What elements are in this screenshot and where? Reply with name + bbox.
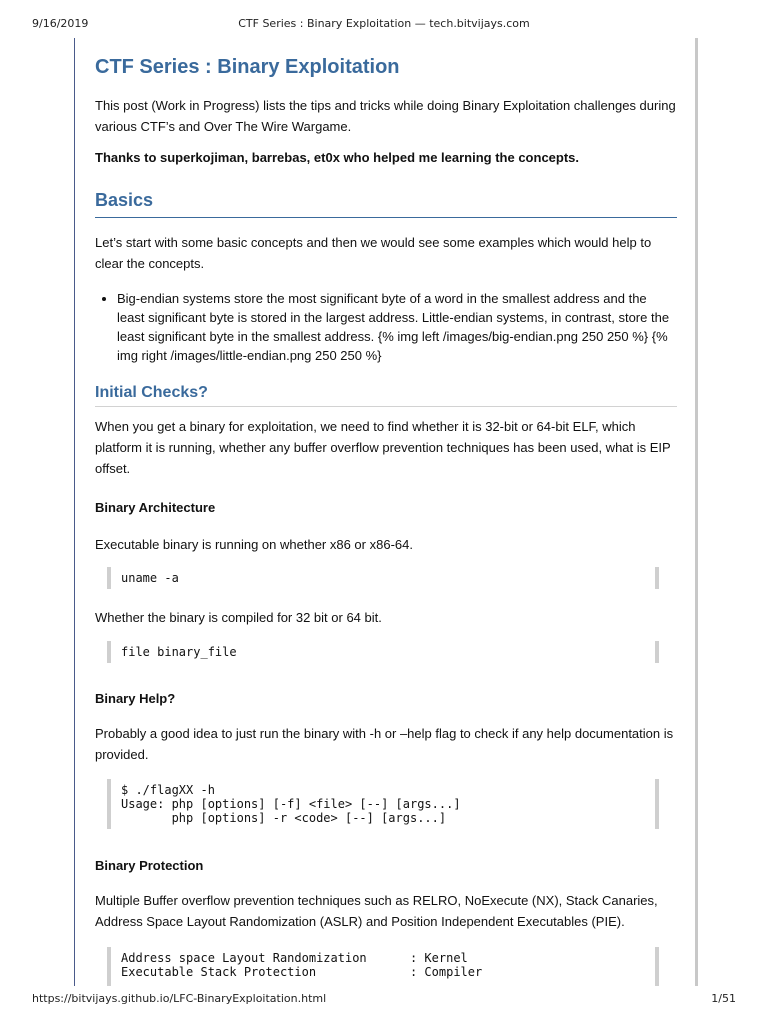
initial-checks-heading-block (95, 384, 677, 407)
help-paragraph: Probably a good idea to just run the binary with -h or –help flag to check if any help documentation is provided. (95, 726, 674, 762)
print-url: https://bitvijays.github.io/LFC-BinaryExploitation.html (32, 992, 327, 1005)
print-footer (32, 992, 736, 1006)
thanks-paragraph: Thanks to superkojiman, barrebas, et0x who helped me learning the concepts. (95, 150, 580, 165)
basics-heading: Basics (95, 190, 154, 210)
binary-architecture-heading: Binary Architecture (95, 500, 216, 515)
intro-paragraph: This post (Work in Progress) lists the tips and tricks while doing Binary Exploitation challenges during various CTF’s and Over The Wire Wargame. (95, 98, 676, 134)
architecture-paragraph: Executable binary is running on whether x86 or x86-64. (95, 537, 413, 552)
binary-help-heading: Binary Help? (95, 691, 176, 706)
page-sheet (74, 38, 698, 986)
code-block-protection: Address space Layout Randomization : Kernel Executable Stack Protection : Compiler (107, 947, 659, 986)
basics-list (95, 289, 677, 365)
code-block-help: $ ./flagXX -h Usage: php [options] [-f] <file> [--] [args...] php [options] -r <code> [--] [args...] (107, 779, 659, 829)
code-block-uname: uname -a (107, 567, 659, 589)
list-item: • Big-endian systems store the most significant byte of a word in the smallest address and the least significant byte is stored in the largest address. Little-endian systems, in contrast, store the least significant byte in the smallest address. {% img left /images/big-endian.png 250 250 %} {% img right /images/little-endian.png 250 250 %} (117, 289, 677, 365)
architecture-paragraph-2: Whether the binary is compiled for 32 bit or 64 bit. (95, 610, 382, 625)
basics-paragraph: Let’s start with some basic concepts and then we would see some examples which would help to clear the concepts. (95, 235, 652, 271)
print-title: CTF Series : Binary Exploitation — tech.bitvijays.com (238, 17, 530, 30)
binary-protection-heading: Binary Protection (95, 858, 204, 873)
print-date: 9/16/2019 (32, 17, 89, 30)
initial-checks-paragraph: When you get a binary for exploitation, we need to find whether it is 32-bit or 64-bit ELF, which platform it is running, whether any buffer overflow prevention techniques has been used, what is EIP offset. (95, 419, 671, 476)
print-header (32, 17, 736, 31)
initial-checks-heading: Initial Checks? (95, 384, 208, 401)
basics-heading-block (95, 190, 677, 218)
protection-paragraph: Multiple Buffer overflow prevention techniques such as RELRO, NoExecute (NX), Stack Canaries, Address Space Layout Randomization (ASLR) and Position Independent Executables (PIE). (95, 893, 658, 929)
code-block-file: file binary_file (107, 641, 659, 663)
page-number: 1/51 (711, 992, 736, 1005)
page-title: CTF Series : Binary Exploitation (95, 56, 400, 78)
